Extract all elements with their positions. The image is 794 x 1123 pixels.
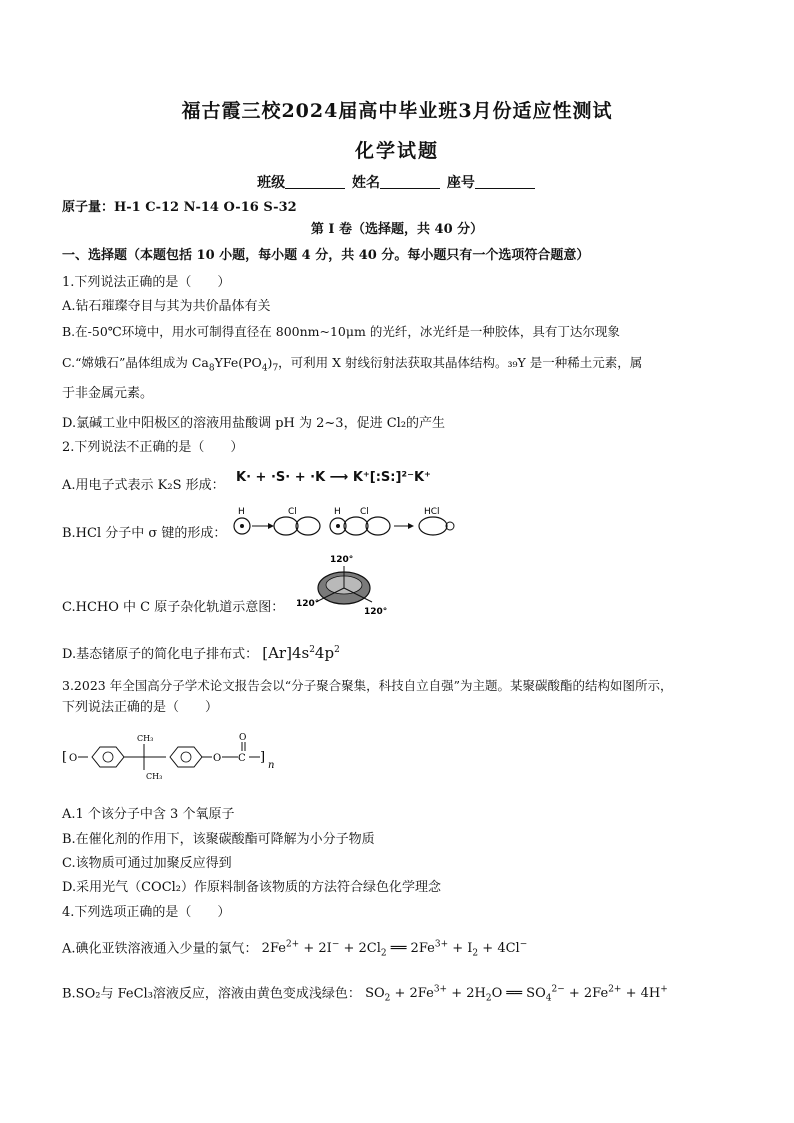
aromatic-circle-1-icon <box>103 752 113 762</box>
angle-label-right: 120° <box>364 607 388 616</box>
q4-option-b-equation: $SO_2 + 2Fe^{3+} + 2H_2O$ ══ $SO_4^{2-} + 2Fe^{2+} + 4H^+$ <box>365 985 668 1004</box>
arrow-head-icon <box>268 523 274 529</box>
carbonyl-c-label: C <box>238 753 246 764</box>
ge-electron-config: $[Ar]4s^24p^2$ <box>262 644 340 662</box>
q2-electron-formula-figure: K· + ·S· + ·K ⟶ K⁺[:S:]²⁻K⁺ <box>236 470 431 485</box>
atomic-masses: 原子量：H-1 C-12 N-14 O-16 S-32 <box>62 200 297 215</box>
q3-stem-2: 下列说法正确的是（ ） <box>62 700 219 715</box>
q1-option-c-post: ，可利用 X 射线衍射法获取其晶体结构。₃₉Y 是一种稀土元素，属 <box>278 355 643 370</box>
hcl-bond-orbital-icon <box>419 517 447 535</box>
q1-option-c-pre: C.“嫦娥石”晶体组成为 <box>62 355 188 370</box>
h-nucleus-icon <box>240 524 244 528</box>
fig-b-h-label-1: H <box>238 507 245 517</box>
name-blank[interactable] <box>380 174 440 189</box>
exam-title: 福古霞三校2024届高中毕业班3月份适应性测试 <box>181 100 613 122</box>
q2-option-b: B.HCl 分子中 σ 键的形成： <box>62 526 227 541</box>
exam-subtitle: 化学试题 <box>354 140 439 162</box>
q3-stem: 3.2023 年全国高分子学术论文报告会以“分子聚合聚集，科技自立自强”为主题。某聚碳酸酯的结构如图所示， <box>62 678 673 693</box>
class-label: 班级 <box>257 175 286 191</box>
benzene-ring-1-icon <box>92 747 124 767</box>
cl-lobe-overlap-icon <box>344 517 368 535</box>
q1-option-d: D.氯碱工业中阳极区的溶液用盐酸调 pH 为 2~3，促进 Cl₂的产生 <box>62 416 446 431</box>
q1-option-a: A.钻石璀璨夺目与其为共价晶体有关 <box>62 299 271 314</box>
bracket-right: ] <box>260 750 266 765</box>
seat-label: 座号 <box>446 175 475 191</box>
student-info-row <box>0 172 794 192</box>
reaction-arrow-head-icon <box>408 523 414 529</box>
q4-option-a <box>62 935 752 964</box>
q4-option-a-label: A.碘化亚铁溶液通入少量的氯气： <box>62 941 258 957</box>
q1-option-c <box>62 353 752 379</box>
q1-option-b: B.在-50℃环境中，用水可制得直径在 800nm~10μm 的光纤，冰光纤是一种胶体，具有丁达尔现象 <box>62 324 620 339</box>
cl-lobe-right-2-icon <box>366 517 390 535</box>
q3-polycarbonate-structure <box>62 730 292 786</box>
h-nucleus-2-icon <box>336 524 340 528</box>
ester-o-label: O <box>213 753 222 764</box>
q2-option-d-label: D.基态锗原子的简化电子排布式： <box>62 647 259 662</box>
ether-o-label: O <box>69 753 78 764</box>
repeat-n-label: n <box>268 760 275 771</box>
cl-p-lobe-left-icon <box>274 517 298 535</box>
q2-option-c: C.HCHO 中 C 原子杂化轨道示意图： <box>62 600 285 615</box>
angle-label-left: 120° <box>296 599 320 609</box>
q1-option-c-cont: 于非金属元素。 <box>62 386 154 401</box>
q4-option-b-label: B.SO₂与 FeCl₃溶液反应，溶液由黄色变成浅绿色： <box>62 986 361 1002</box>
name-label: 姓名 <box>352 175 380 191</box>
fig-b-h-label-2: H <box>334 507 341 517</box>
q4-option-b <box>62 980 752 1009</box>
fig-b-cl-label-1: Cl <box>288 507 297 517</box>
q2-sp2-hybrid-figure <box>296 552 392 616</box>
q3-option-b: B.在催化剂的作用下，该聚碳酸酯可降解为小分子物质 <box>62 832 375 847</box>
q1-formula-chang-e-stone: $Ca_8YFe(PO_4)_7$ <box>191 355 279 374</box>
section-heading: 一、选择题（本题包括 10 小题，每小题 4 分，共 40 分。每小题只有一个选项符合题意） <box>62 248 590 263</box>
ch3-bottom-label: CH₃ <box>146 772 163 781</box>
carbonyl-o-label: O <box>239 733 247 743</box>
q2-stem: 2.下列说法不正确的是（ ） <box>62 440 244 455</box>
seat-blank[interactable] <box>475 174 535 189</box>
q3-option-d: D.采用光气（COCl₂）作原料制备该物质的方法符合绿色化学理念 <box>62 880 442 895</box>
fig-b-cl-label-2: Cl <box>360 507 369 517</box>
q2-sigma-bond-figure <box>228 504 458 546</box>
q4-stem: 4.下列选项正确的是（ ） <box>62 905 231 920</box>
cl-p-lobe-right-icon <box>296 517 320 535</box>
q4-option-a-equation: $2Fe^{2+} + 2I^- + 2Cl_2$ ══ $2Fe^{3+} + I_2 + 4Cl^-$ <box>261 940 528 959</box>
angle-label-top: 120° <box>330 555 354 565</box>
q2-option-a: A.用电子式表示 K₂S 形成： <box>62 478 225 493</box>
fig-b-hcl-label: HCl <box>424 507 440 517</box>
aromatic-circle-2-icon <box>181 752 191 762</box>
q3-option-c: C.该物质可通过加聚反应得到 <box>62 856 232 871</box>
q2-option-d <box>62 640 752 665</box>
q3-option-a: A.1 个该分子中含 3 个氧原子 <box>62 807 235 822</box>
ch3-top-label: CH₃ <box>137 734 154 743</box>
class-blank[interactable] <box>285 174 345 189</box>
q1-stem: 1.下列说法正确的是（ ） <box>62 275 231 290</box>
volume-heading: 第 I 卷（选择题，共 40 分） <box>310 222 484 237</box>
bracket-left: [ <box>62 750 68 765</box>
benzene-ring-2-icon <box>170 747 202 767</box>
